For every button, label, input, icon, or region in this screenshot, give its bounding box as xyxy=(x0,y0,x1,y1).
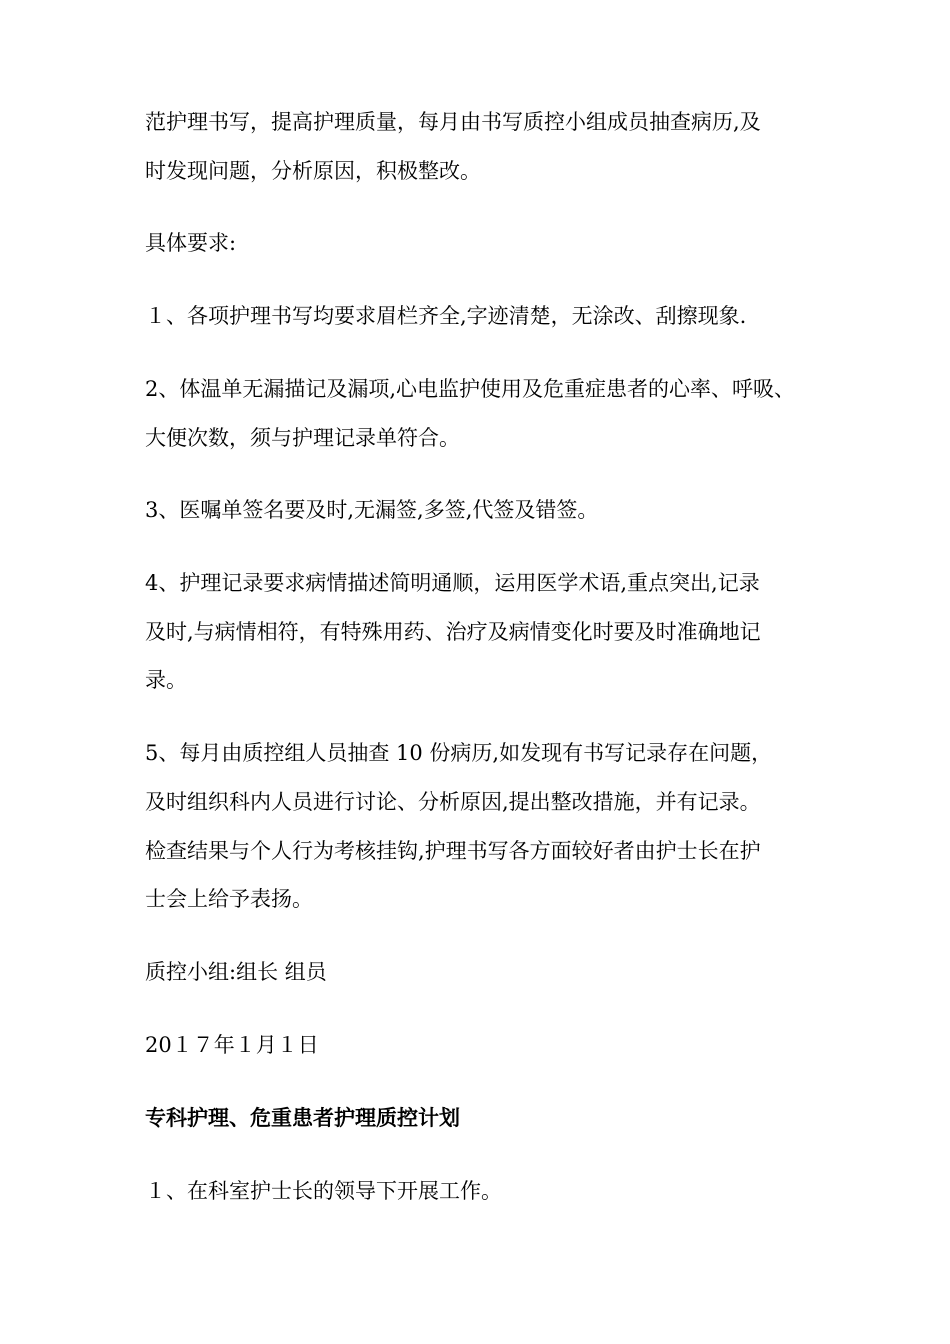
requirement-5-line-3: 检查结果与个人行为考核挂钩,护理书写各方面较好者由护士长在护 xyxy=(145,839,761,863)
section-heading: 专科护理、危重患者护理质控计划 xyxy=(145,1105,460,1130)
requirement-2-line-1: 2、体温单无漏描记及漏项,心电监护使用及危重症患者的心率、呼吸、 xyxy=(145,377,796,401)
section-item-1: １、在科室护士长的领导下开展工作。 xyxy=(145,1179,502,1203)
requirements-heading: 具体要求: xyxy=(145,231,237,255)
requirement-5-line-2: 及时组织科内人员进行讨论、分析原因,提出整改措施，并有记录。 xyxy=(145,790,761,814)
requirement-4-line-1: 4、护理记录要求病情描述简明通顺，运用医学术语,重点突出,记录 xyxy=(145,571,760,595)
requirement-4-line-3: 录。 xyxy=(145,668,187,692)
document-date: 20１７年１月１日 xyxy=(145,1033,319,1057)
paragraph-1-line-2: 时发现问题，分析原因，积极整改。 xyxy=(145,159,481,183)
requirement-5-line-4: 士会上给予表扬。 xyxy=(145,887,313,911)
qc-group-members: 质控小组:组长 组员 xyxy=(145,960,327,984)
requirement-4-line-2: 及时,与病情相符，有特殊用药、治疗及病情变化时要及时准确地记 xyxy=(145,620,761,644)
requirement-5-line-1: 5、每月由质控组人员抽查 10 份病历,如发现有书写记录存在问题， xyxy=(145,741,773,765)
requirement-3: 3、医嘱单签名要及时,无漏签,多签,代签及错签。 xyxy=(145,498,599,522)
requirement-2-line-2: 大便次数，须与护理记录单符合。 xyxy=(145,426,460,450)
requirement-1: １、各项护理书写均要求眉栏齐全,字迹清楚，无涂改、刮擦现象. xyxy=(145,304,747,328)
paragraph-1-line-1: 范护理书写，提高护理质量，每月由书写质控小组成员抽查病历,及 xyxy=(145,110,761,134)
